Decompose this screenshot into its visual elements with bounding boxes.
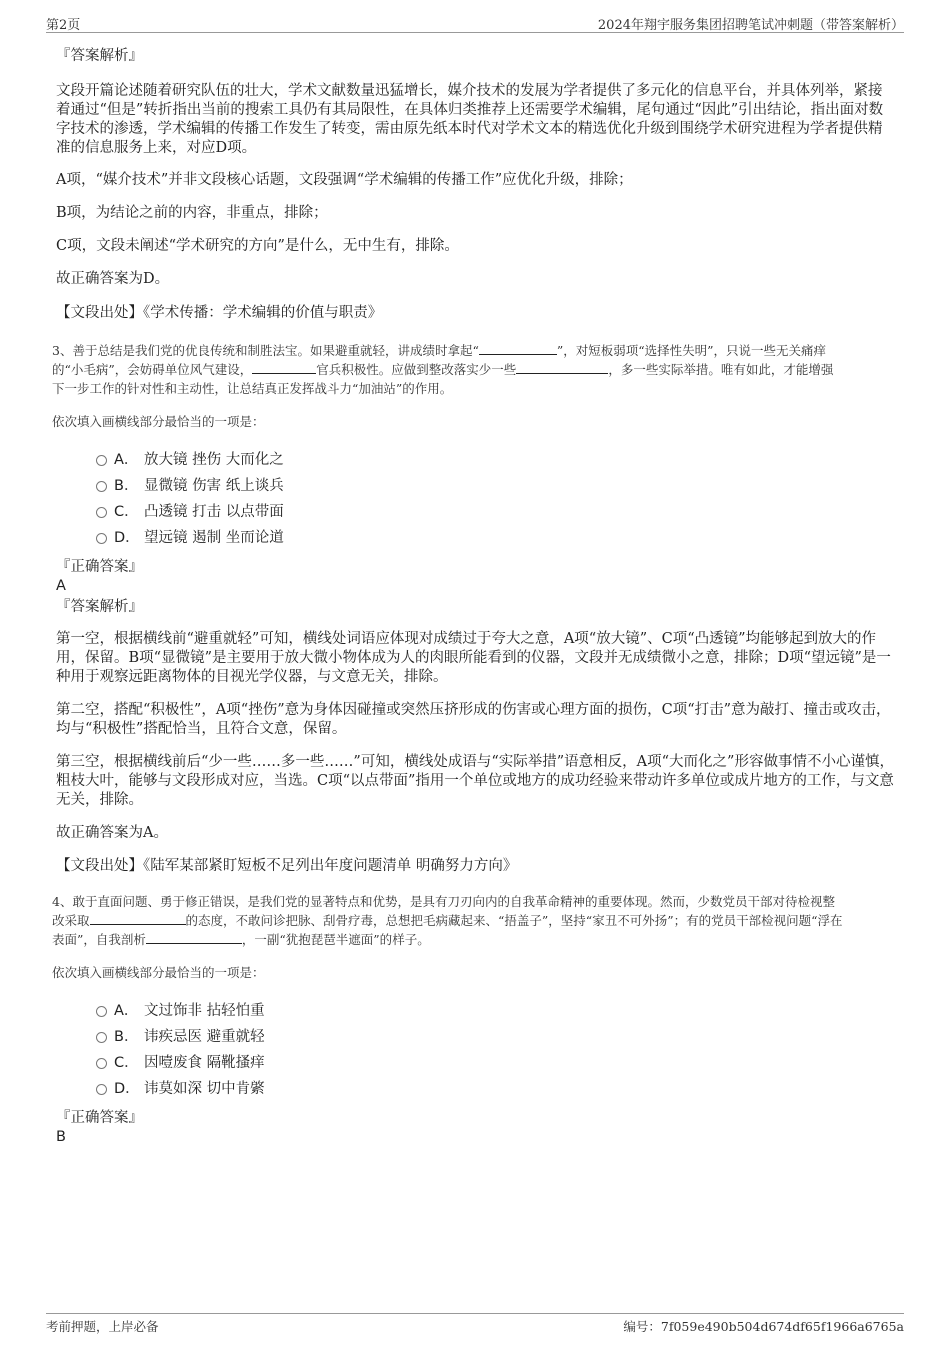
q4-prompt: 依次填入画横线部分最恰当的一项是：: [52, 965, 265, 980]
q2-source: 【文段出处】《学术传播：学术编辑的价值与职责》: [56, 305, 383, 321]
document-code: 编号：7f059e490b504d674df65f1966a6765a: [623, 1319, 904, 1334]
blank-2: [146, 931, 242, 944]
q4-answer-heading: 『正确答案』: [56, 1110, 143, 1126]
radio-icon[interactable]: [96, 533, 107, 544]
q3-analysis-1: 第一空，根据横线前“避重就轻”可知，横线处词语应体现对成绩过于夸大之意，A项“放大镜”、C项“凸透镜”均能够起到放大的作用，保留。B项“显微镜”是主要用于放大微小物体成为人的肉眼所能看到的仪器，文段并无成绩微小之意，排除；D项“望远镜”是一种用于观察远距离物体的目视光学仪器，与文意无关，排除。: [56, 631, 891, 685]
q2-conclusion: 故正确答案为D。: [56, 271, 170, 287]
q2-option-b-analysis: B项，为结论之前的内容，非重点，排除；: [56, 205, 328, 221]
blank-1: [479, 342, 557, 355]
radio-icon[interactable]: [96, 455, 107, 466]
radio-icon[interactable]: [96, 1084, 107, 1095]
q4-answer: B: [56, 1129, 66, 1145]
q3-answer-heading: 『正确答案』: [56, 559, 143, 575]
page-content: [52, 40, 896, 1146]
radio-icon[interactable]: [96, 481, 107, 492]
q3-analysis-heading: 『答案解析』: [56, 599, 143, 615]
q4-option-a[interactable]: A． 文过饰非 拈轻怕重: [56, 998, 896, 1024]
q4-options: [56, 998, 896, 1102]
blank-3: [516, 361, 608, 374]
q2-option-c-analysis: C项，文段未阐述“学术研究的方向”是什么，无中生有，排除。: [56, 238, 459, 254]
q4-stem: 4、敢于直面问题、勇于修正错误，是我们党的显著特点和优势，是具有刀刃向内的自我革命精神的重要体现。然而，少数党员干部对待检视整 改采取 的态度，不敢问诊把脉、刮骨疗毒，总想把毛病藏起来、“捂盖子”，坚持“家丑不可外扬”；有的党员干部检视问题“浮在 表面”，自我剖析 ，一副“犹抱琵琶半遮面”的样子。: [52, 894, 843, 947]
q3-option-d[interactable]: D． 望远镜 遏制 坐而论道: [56, 525, 896, 551]
q4-option-b[interactable]: B． 讳疾忌医 避重就轻: [56, 1024, 896, 1050]
q3-answer: A: [56, 578, 66, 594]
footer-slogan: 考前押题，上岸必备: [46, 1319, 159, 1334]
page-footer: [46, 1313, 904, 1338]
document-title: 2024年翔宇服务集团招聘笔试冲刺题（带答案解析）: [597, 18, 904, 33]
blank-2: [252, 361, 316, 374]
q3-conclusion: 故正确答案为A。: [56, 825, 168, 841]
q3-option-c[interactable]: C． 凸透镜 打击 以点带面: [56, 499, 896, 525]
radio-icon[interactable]: [96, 1032, 107, 1043]
blank-1: [90, 912, 186, 925]
q3-option-a[interactable]: A． 放大镜 挫伤 大而化之: [56, 447, 896, 473]
page-number: 第2页: [46, 18, 81, 33]
q2-analysis-paragraph: 文段开篇论述随着研究队伍的壮大，学术文献数量迅猛增长，媒介技术的发展为学者提供了多元化的信息平台，并具体列举，紧接着通过“但是”转折指出当前的搜索工具仍有其局限性，在具体归类推荐上还需要学术编辑，尾句通过“因此”引出结论，指出面对数字技术的渗透，学术编辑的传播工作发生了转变，需由原先纸本时代对学术文本的精选优化升级到围绕学术研究进程为学者提供精准的信息服务上来，对应D项。: [56, 83, 884, 156]
q3-option-b[interactable]: B． 显微镜 伤害 纸上谈兵: [56, 473, 896, 499]
q3-analysis-3: 第三空，根据横线前后“少一些……多一些……”可知，横线处成语与“实际举措”语意相反，A项“大而化之”形容做事情不小心谨慎，粗枝大叶，能够与文段形成对应，当选。C项“以点带面”指用一个单位或地方的成功经验来带动许多单位或成片地方的工作，与文意无关，排除。: [56, 754, 894, 808]
radio-icon[interactable]: [96, 1006, 107, 1017]
q3-prompt: 依次填入画横线部分最恰当的一项是：: [52, 414, 265, 429]
radio-icon[interactable]: [96, 507, 107, 518]
radio-icon[interactable]: [96, 1058, 107, 1069]
page-header: [46, 12, 904, 33]
q2-option-a-analysis: A项，“媒介技术”并非文段核心话题，文段强调“学术编辑的传播工作”应优化升级，排除；: [56, 172, 633, 188]
q3-source: 【文段出处】《陆军某部紧盯短板不足列出年度问题清单 明确努力方向》: [56, 858, 518, 874]
q4-option-c[interactable]: C． 因噎废食 隔靴搔痒: [56, 1050, 896, 1076]
q4-option-d[interactable]: D． 讳莫如深 切中肯綮: [56, 1076, 896, 1102]
q2-analysis-heading: 『答案解析』: [56, 48, 143, 64]
q3-analysis-2: 第二空，搭配“积极性”，A项“挫伤”意为身体因碰撞或突然压挤形成的伤害或心理方面的损伤，C项“打击”意为敲打、撞击或攻击，均与“积极性”搭配恰当，且符合文意，保留。: [56, 702, 891, 737]
q3-stem: 3、善于总结是我们党的优良传统和制胜法宝。如果避重就轻，讲成绩时拿起“ ”，对短板弱项“选择性失明”，只说一些无关痛痒 的“小毛病”，会妨碍单位风气建设， 官兵积极性。应做到整改落实少一些 ，多一些实际举措。唯有如此，才能增强 下一步工作的针对性和主动性，让总结真正发挥战斗力“加油站”的作用。: [52, 343, 834, 396]
q3-options: [56, 447, 896, 551]
